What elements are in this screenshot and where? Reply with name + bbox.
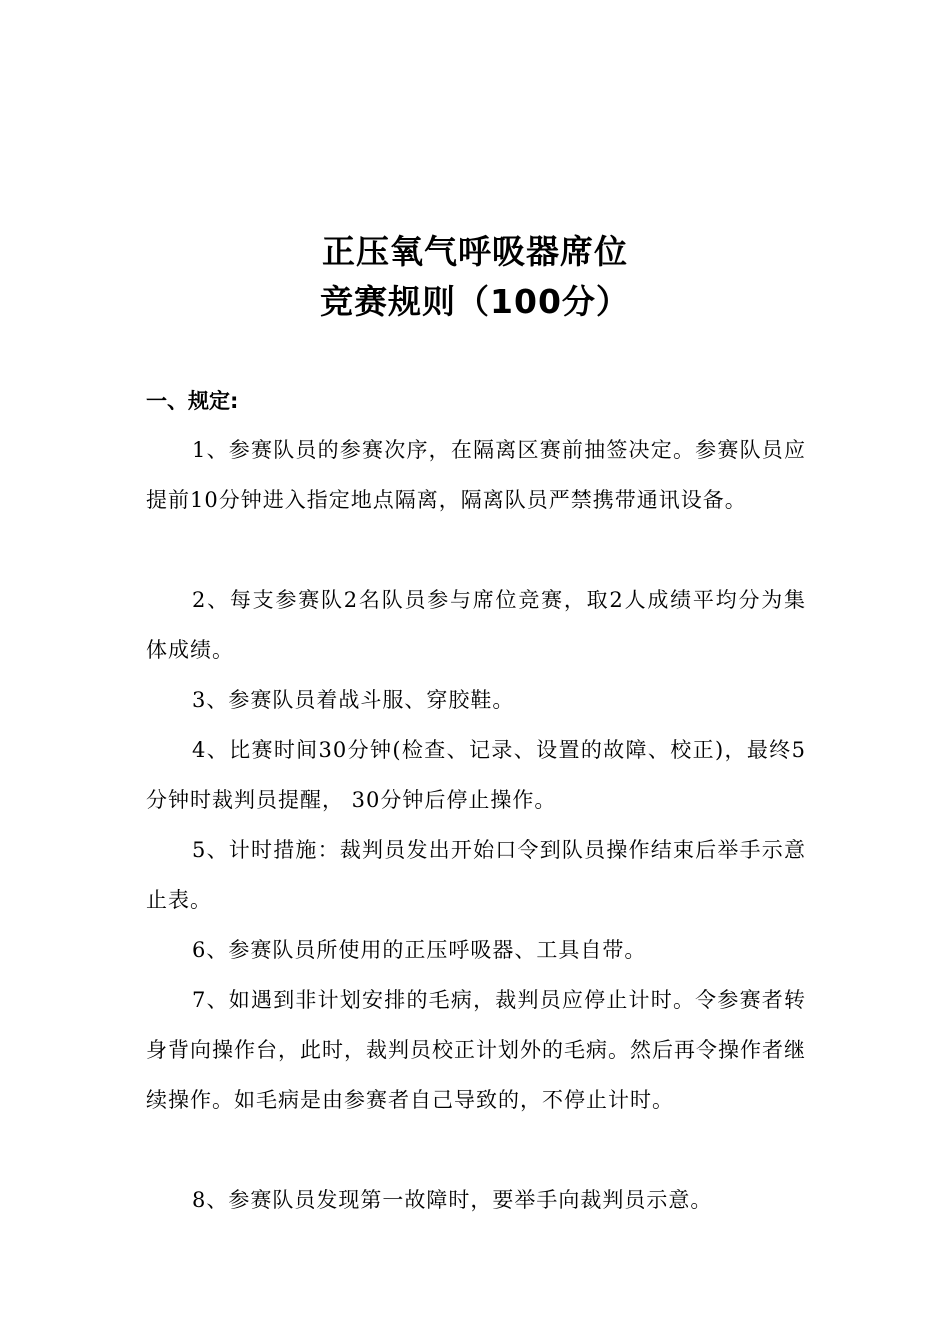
section-heading-rules: 一、规定: (146, 389, 239, 413)
rule-item-7: 7、如遇到非计划安排的毛病，裁判员应停止计时。令参赛者转身背向操作台，此时，裁判员校正计划外的毛病。然后再令操作者继续操作。如毛病是由参赛者自己导致的，不停止计时。 (146, 988, 806, 1112)
rule-item-1: 1、参赛队员的参赛次序，在隔离区赛前抽签决定。参赛队员应提前10分钟进入指定地点隔离，隔离队员严禁携带通讯设备。 (146, 438, 806, 512)
rule-item-4: 4、比赛时间30分钟(检查、记录、设置的故障、校正)，最终5分钟时裁判员提醒， 30分钟后停止操作。 (146, 738, 806, 812)
rule-item-8: 8、参赛队员发现第一故障时，要举手向裁判员示意。 (192, 1188, 713, 1212)
rule-item-6: 6、参赛队员所使用的正压呼吸器、工具自带。 (192, 938, 647, 962)
document-title-line2: 竞赛规则（100分） (320, 282, 630, 321)
rule-item-3: 3、参赛队员着战斗服、穿胶鞋。 (192, 688, 515, 712)
document-title-line1: 正压氧气呼吸器席位 (322, 232, 628, 271)
rule-item-2: 2、每支参赛队2名队员参与席位竞赛，取2人成绩平均分为集体成绩。 (146, 588, 806, 662)
rule-item-5: 5、计时措施：裁判员发出开始口令到队员操作结束后举手示意止表。 (146, 838, 806, 912)
